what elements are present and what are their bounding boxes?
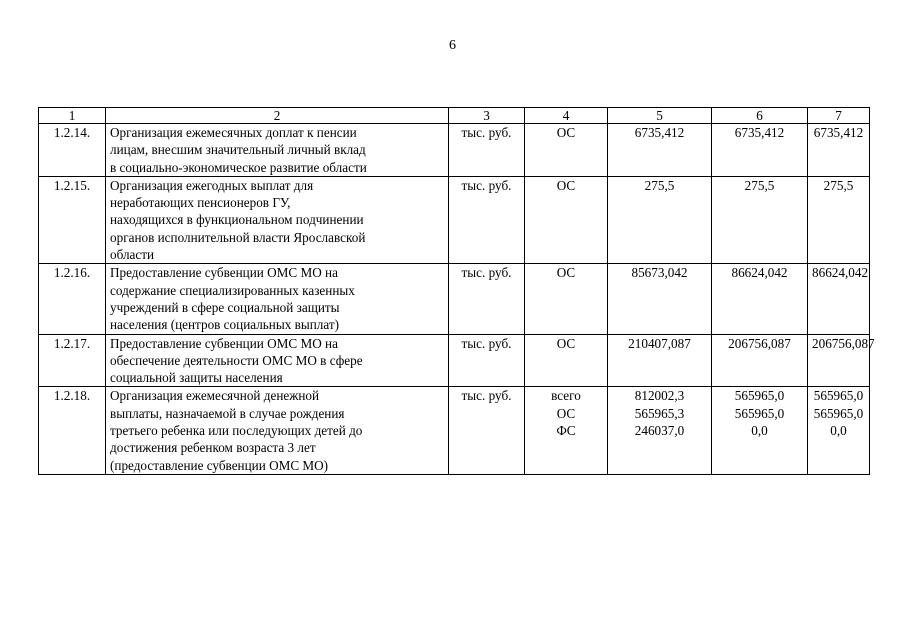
item-name-line: находящихся в функциональном подчинении — [110, 212, 364, 228]
item-name-line: в социально-экономическое развитие области — [110, 159, 367, 175]
table-header-row — [39, 108, 870, 124]
item-name-line: неработающих пенсионеров ГУ, — [110, 195, 291, 211]
table-row — [39, 124, 870, 177]
item-name-line: обеспечение деятельности ОМС МО в сфере — [110, 352, 363, 368]
column-header: 5 — [608, 108, 712, 124]
item-name-line: достижения ребенком возраста 3 лет — [110, 440, 316, 456]
item-number-cell: 1.2.18. — [39, 387, 106, 474]
item-name-line: органов исполнительной власти Ярославской — [110, 229, 366, 245]
value-cell-col7 — [808, 176, 870, 263]
unit-cell: тыс. руб. — [449, 387, 525, 474]
value-cell-col5 — [608, 264, 712, 334]
value-cell-col7 — [808, 334, 875, 387]
table-row — [39, 334, 870, 387]
item-number-cell: 1.2.14. — [39, 124, 106, 177]
table-row — [39, 387, 870, 474]
value: 812002,3 — [634, 388, 685, 404]
value: 275,5 — [823, 177, 854, 193]
funding-source: всего — [551, 388, 581, 404]
column-header: 4 — [525, 108, 608, 124]
item-name-cell — [106, 176, 449, 263]
column-header: 7 — [808, 108, 870, 124]
unit-cell: тыс. руб. — [449, 124, 525, 177]
funding-source-cell — [525, 387, 608, 474]
value-cell-col5 — [608, 176, 712, 263]
value: 6735,412 — [734, 125, 785, 140]
value-cell-col5 — [608, 387, 712, 474]
value-cell-col6 — [712, 176, 808, 263]
item-name-line: Предоставление субвенции ОМС МО на — [110, 335, 338, 351]
value: 565965,0 — [734, 405, 785, 421]
item-name-line: лицам, внесшим значительный личный вклад — [110, 142, 366, 158]
column-header: 1 — [39, 108, 106, 124]
column-header: 3 — [449, 108, 525, 124]
value: 275,5 — [644, 177, 675, 193]
value: 275,5 — [744, 177, 775, 193]
unit-cell: тыс. руб. — [449, 264, 525, 334]
value-cell-col6 — [712, 387, 808, 474]
value: 0,0 — [830, 423, 847, 439]
funding-source: ОС — [556, 335, 576, 351]
value: 206756,087 — [728, 335, 791, 351]
value-cell-col5 — [608, 124, 712, 177]
value-cell-col6 — [712, 334, 808, 387]
value: 565965,0 — [813, 388, 864, 404]
value-cell-col6 — [712, 124, 808, 177]
item-name-line: выплаты, назначаемой в случае рождения — [110, 405, 345, 421]
item-name-line: Предоставление субвенции ОМС МО на — [110, 265, 338, 281]
column-header: 2 — [106, 108, 449, 124]
item-name-line: области — [110, 247, 155, 263]
item-name-line: (предоставление субвенции ОМС МО) — [110, 457, 329, 473]
value: 206756,087 — [812, 335, 875, 351]
value: 6735,412 — [634, 125, 685, 140]
funding-source: ФС — [556, 423, 576, 439]
funding-source: ОС — [556, 177, 576, 193]
table-row — [39, 264, 870, 334]
unit-cell: тыс. руб. — [449, 176, 525, 263]
item-name-line: Организация ежегодных выплат для — [110, 177, 314, 193]
item-name-line: Организация ежемесячных доплат к пенсии — [110, 125, 357, 140]
item-name-line: учреждений в сфере социальной защиты — [110, 299, 340, 315]
value-cell-col6 — [712, 264, 808, 334]
table-row — [39, 176, 870, 263]
page-number: 6 — [449, 38, 456, 53]
funding-source-cell — [525, 124, 608, 177]
item-name-line: населения (центров социальных выплат) — [110, 317, 340, 333]
funding-source: ОС — [556, 265, 576, 281]
funding-source-cell — [525, 334, 608, 387]
value: 86624,042 — [812, 265, 869, 281]
funding-source: ОС — [556, 125, 576, 140]
program-measures-table — [38, 107, 875, 475]
item-name-cell — [106, 264, 449, 334]
value: 565965,3 — [634, 405, 685, 421]
value: 210407,087 — [628, 335, 691, 351]
item-number-cell: 1.2.17. — [39, 334, 106, 387]
column-header: 6 — [712, 108, 808, 124]
value: 0,0 — [751, 423, 768, 439]
value: 565965,0 — [813, 405, 864, 421]
item-name-cell — [106, 334, 449, 387]
value-cell-col5 — [608, 334, 712, 387]
item-name-line: социальной защиты населения — [110, 370, 283, 386]
value-cell-col7 — [808, 264, 870, 334]
funding-source-cell — [525, 264, 608, 334]
funding-source: ОС — [556, 405, 576, 421]
item-name-line: Организация ежемесячной денежной — [110, 388, 320, 404]
item-name-line: третьего ребенка или последующих детей до — [110, 423, 363, 439]
item-number-cell: 1.2.16. — [39, 264, 106, 334]
value: 6735,412 — [813, 125, 864, 140]
item-number-cell: 1.2.15. — [39, 176, 106, 263]
funding-source-cell — [525, 176, 608, 263]
value: 85673,042 — [631, 265, 688, 281]
item-name-line: содержание специализированных казенных — [110, 282, 355, 298]
item-name-cell — [106, 124, 449, 177]
value-cell-col7 — [808, 124, 870, 177]
value-cell-col7 — [808, 387, 870, 474]
value: 86624,042 — [731, 265, 788, 281]
item-name-cell — [106, 387, 449, 474]
unit-cell: тыс. руб. — [449, 334, 525, 387]
value: 246037,0 — [634, 423, 685, 439]
value: 565965,0 — [734, 388, 785, 404]
